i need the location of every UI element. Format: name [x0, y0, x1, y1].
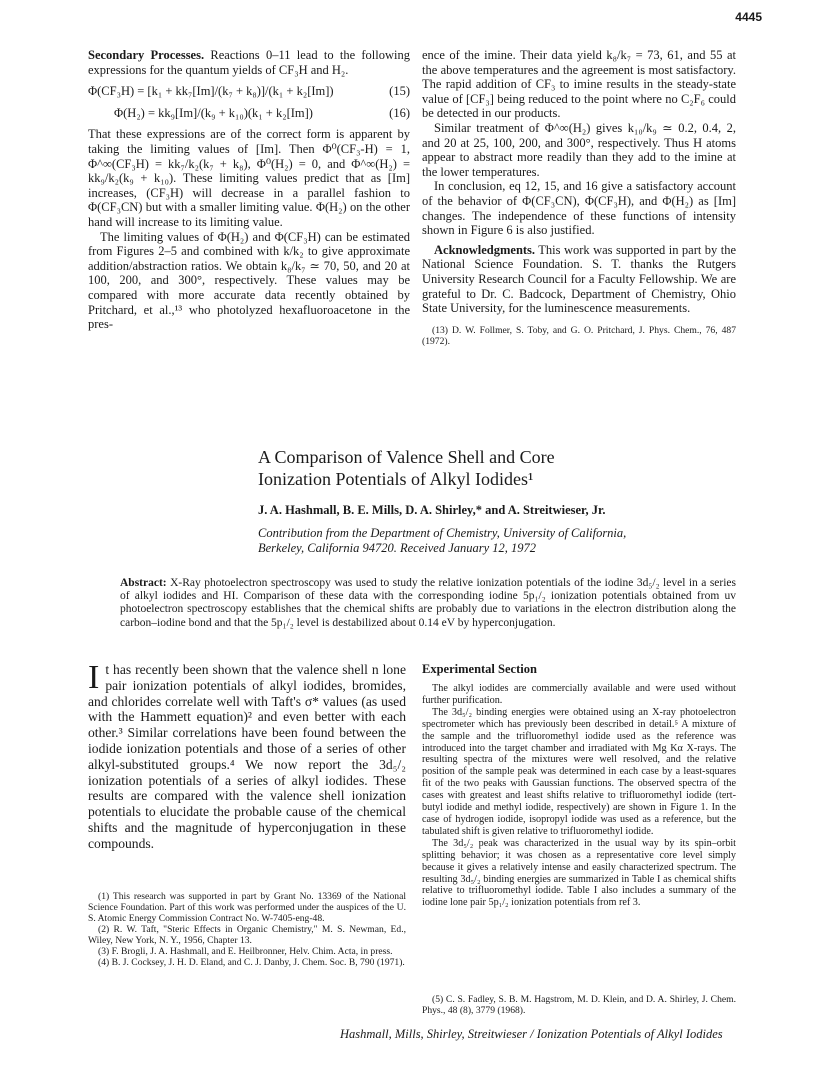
section-heading: Secondary Processes.	[88, 48, 205, 62]
paragraph: In conclusion, eq 12, 15, and 16 give a satisfactory account of the behavior of Φ(CF₃CN), Φ(CF₃H), and Φ(H₂) as [Im] changes. The independence of these functions of intensity shown in Figure 6 is also justified.	[422, 179, 736, 238]
equation-number: (16)	[389, 105, 410, 120]
footnote: (1) This research was supported in part by Grant No. 13369 of the National Science Foundation. Part of this work was performed under the auspices of the U. S. Atomic Energy Commission Contract No. W-7405-eng-48.	[88, 891, 406, 924]
footnote: (2) R. W. Taft, "Steric Effects in Organic Chemistry," M. S. Newman, Ed., Wiley, New York, N. Y., 1956, Chapter 13.	[88, 924, 406, 946]
top-right-column	[422, 48, 736, 347]
footnotes-left	[88, 891, 406, 968]
equation-16	[88, 106, 410, 121]
paragraph: The alkyl iodides are commercially available and were used without further purification.	[422, 683, 736, 706]
equation-text: Φ(H₂) = kk₉[Im]/(k₉ + k₁₀)(k₁ + k₂[Im])	[114, 105, 313, 120]
affiliation-line: Berkeley, California 94720. Received January 12, 1972	[258, 540, 537, 555]
paragraph: Similar treatment of Φ^∞(H₂) gives k₁₀/k₉ ≃ 0.2, 0.4, 2, and 20 at 25, 100, 200, and 300°, respectively. Thus H atoms appear to abstract more readily than they add to the imine at the lower temperatures.	[422, 120, 736, 179]
article-title	[258, 446, 555, 490]
equation-15	[88, 84, 410, 99]
authors: J. A. Hashmall, B. E. Mills, D. A. Shirley,* and A. Streitwieser, Jr.	[258, 503, 606, 517]
footnote: (13) D. W. Follmer, S. Toby, and G. O. Pritchard, J. Phys. Chem., 76, 487 (1972).	[422, 324, 736, 347]
paragraph	[88, 48, 410, 77]
top-left-column	[88, 48, 410, 332]
section-heading: Experimental Section	[422, 662, 537, 676]
equation-number: (15)	[389, 84, 410, 99]
paragraph: That these expressions are of the correct form is apparent by taking the limiting values of [Im]. Then Φ⁰(CF₃-H) = 1, Φ^∞(CF₃H) = kk₇/k₂(k₇ + k₈), Φ⁰(H₂) = 0, and Φ^∞(H₂) = kk₉/k₂(k₉ + k₁₀). These limiting values predict that as [Im] increases, (CF₃H) will decrease in a parallel fashion to Φ(CF₃CN) but with a smaller limiting value. Φ(H₂) on the other hand will increase to its limiting value.	[88, 127, 410, 229]
affiliation	[258, 526, 626, 555]
intro-paragraph	[88, 659, 406, 852]
abstract	[120, 577, 736, 630]
footnote: (5) C. S. Fadley, S. B. M. Hagstrom, M. D. Klein, and D. A. Shirley, J. Chem. Phys., 48 (8), 3779 (1968).	[422, 994, 736, 1016]
paragraph: The 3d₅/₂ binding energies were obtained using an X-ray photoelectron spectrometer which has previously been described in detail.⁵ A mixture of the sample and the trifluoromethyl iodide used as the reference was introduced into the target chamber and irradiated with Mg Kα X-rays. The resulting spectra of the mixtures were well resolved, and the relative position of the sample peak was determined in each case by a least-squares fit of the two peaks with Gaussian functions. The observed spectra of the cases with greatest and least shifts relative to trifluoromethyl iodide (tert-butyl iodide and methyl iodide, respectively) are shown in Figure 1. In the case of hydrogen iodide, isopropyl iodide was used as a reference, but the tabulated shift is given relative to trifluoromethyl iodide.	[422, 706, 736, 837]
footnotes-right	[422, 994, 736, 1016]
paragraph-text: This work was supported in part by the National Science Foundation. S. T. thanks the Rutgers University Research Council for a Faculty Fellowship. We are grateful to Dr. C. Badcock, Department of Chemistry, Ohio State University, for the luminescence measurements.	[422, 242, 736, 316]
running-footer: Hashmall, Mills, Shirley, Streitwieser / Ionization Potentials of Alkyl Iodides	[340, 1027, 723, 1041]
paragraph: The 3d₅/₂ peak was characterized in the usual way by its spin–orbit splitting behavior; it was chosen as a representative core level simply because it gives a relatively intense and easily characterized spectrum. The resulting 3d₅/₂ binding energies are summarized in Table I as chemical shifts relative to trifluoromethyl iodide. Table I also includes a summary of the iodine lone pair 5p₁/₂ ionization potentials from ref 3.	[422, 837, 736, 909]
title-line: A Comparison of Valence Shell and Core	[258, 447, 555, 467]
paragraph-text: Reactions 0–11 lead to the following expressions for the quantum yields of CF₃H and H₂.	[88, 48, 411, 77]
abstract-label: Abstract:	[120, 577, 167, 589]
footnote: (4) B. J. Cocksey, J. H. D. Eland, and C. J. Danby, J. Chem. Soc. B, 790 (1971).	[98, 957, 405, 968]
footnote: (3) F. Brogli, J. A. Hashmall, and E. Heilbronner, Helv. Chim. Acta, in press.	[98, 946, 393, 957]
page-number: 4445	[735, 10, 762, 24]
abstract-text: X-Ray photoelectron spectroscopy was used to study the relative ionization potentials of the iodine 3d₅/₂ level in a series of alkyl iodides and HI. Comparison of these data with the corresponding iodine 5p₁/₂ ionization potentials obtained from uv photoelectron spectroscopy establishes that the chemical shifts are probably due to variations in the electron distribution along the carbon–iodine bond and that the 5p₁/₂ level is destabilized about 0.14 eV by hyperconjugation.	[120, 577, 736, 629]
drop-cap: I	[88, 659, 100, 696]
affiliation-line: Contribution from the Department of Chemistry, University of California,	[258, 526, 627, 540]
section-heading: Acknowledgments.	[434, 242, 536, 257]
title-line: Ionization Potentials of Alkyl Iodides¹	[258, 469, 534, 489]
acknowledgments	[422, 243, 736, 316]
equation-text: Φ(CF₃H) = [k₁ + kk₇[Im]/(k₇ + k₈)]/(k₁ + k₂[Im])	[88, 84, 334, 99]
paragraph: ence of the imine. Their data yield k₈/k₇ = 73, 61, and 55 at the above temperatures and the agreement is most satisfactory. The rapid addition of CF₃ to imine results in the steady-state value of [CF₃] being reduced to the point where no C₂F₆ could be detected in our products.	[422, 48, 736, 121]
experimental-column	[422, 662, 736, 909]
paragraph: The limiting values of Φ(H₂) and Φ(CF₃H) can be estimated from Figures 2–5 and combined with k/k₂ to give approximate addition/abstraction ratios. We obtain k₈/k₇ ≃ 70, 50, and 20 at 100, 200, and 300°, respectively. These values may be compared with more accurate data recently obtained by Pritchard, et al.,¹³ who photolyzed hexafluoroacetone in the pres-	[88, 229, 410, 332]
intro-text: t has recently been shown that the valence shell n lone pair ionization potentials of alkyl iodides, bromides, and chlorides correlate well with Taft's σ* values (as used with the Hammett equation)² and even better with each other.³ Similar correlations have been found between the iodide ionization potentials and those of a series of other alkyl-substituted groups.⁴ We now report the 3d₅/₂ ionization potentials of a series of alkyl iodides. These results are compared with the valence shell ionization potentials to elucidate the probable cause of the chemical shifts and the magnitude of hyperconjugation in these compounds.	[88, 662, 406, 851]
intro-column	[88, 659, 406, 852]
